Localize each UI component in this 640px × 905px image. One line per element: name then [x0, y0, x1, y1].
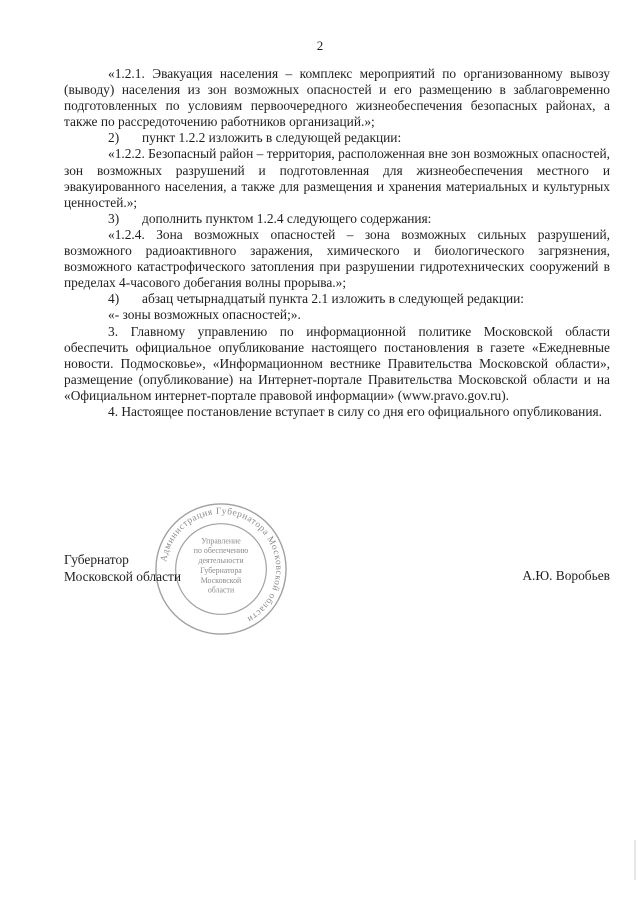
- paragraph-3: 3. Главному управлению по информационной политике Московской области обеспечить официальное опубликование настоящего постановления в газете «Ежедневные новости. Подмосковье», «Информационном вестнике Правительства Московской области», размещение (опубликование) на Интернет-портале Правительства Московской области и на «Официальном интернет-портале правовой информации» (www.pravo.gov.ru).: [64, 323, 610, 403]
- paragraph-1-2-1: «1.2.1. Эвакуация населения – комплекс мероприятий по организованному вывозу (выводу) населения из зон возможных опасностей и его размещению в заблаговременно подготовленных по условиям первоочередного жизнеобеспечения безопасных районах, а также по рассредоточению работников организаций.»;: [64, 66, 610, 130]
- document-body: [64, 66, 610, 420]
- paragraph-1-2-2: «1.2.2. Безопасный район – территория, расположенная вне зон возможных опасностей, зон возможных разрушений и подготовленная для жизнеобеспечения местного и эвакуированного населения, а также для размещения и хранения материальных и культурных ценностей.»;: [64, 146, 610, 210]
- svg-text:Администрация Губернатора Моск: Администрация Губернатора Московской области: [159, 506, 284, 625]
- list-item-2: 2) пункт 1.2.2 изложить в следующей редакции:: [108, 130, 402, 146]
- svg-text:области: области: [207, 585, 235, 595]
- svg-text:Московской: Московской: [200, 575, 242, 585]
- paragraph-1-2-4: «1.2.4. Зона возможных опасностей – зона возможных сильных разрушений, возможного радиоактивного заражения, химического и биологического загрязнения, возможного катастрофического затопления при разрушении гидротехнических сооружений в пределах 4-часового добегания волны прорыва.»;: [64, 226, 610, 291]
- list-item-4: 4) абзац четырнадцатый пункта 2.1 изложить в следующей редакции:: [108, 291, 525, 307]
- scan-edge-mark: [634, 840, 636, 880]
- svg-text:Губернатора: Губернатора: [200, 565, 242, 575]
- svg-text:деятельности: деятельности: [198, 556, 244, 566]
- list-item-3: 3) дополнить пунктом 1.2.4 следующего содержания:: [108, 210, 432, 226]
- signer-name: А.Ю. Воробьев: [522, 568, 610, 583]
- page-number: 2: [316, 38, 324, 53]
- paragraph-4: 4. Настоящее постановление вступает в силу со дня его официального опубликования.: [108, 403, 602, 419]
- signature-title: Губернатор Московской области: [64, 552, 182, 584]
- svg-text:по обеспечению: по обеспечению: [193, 546, 249, 556]
- svg-text:Управление: Управление: [201, 536, 241, 546]
- paragraph-zones: «- зоны возможных опасностей;».: [108, 307, 301, 323]
